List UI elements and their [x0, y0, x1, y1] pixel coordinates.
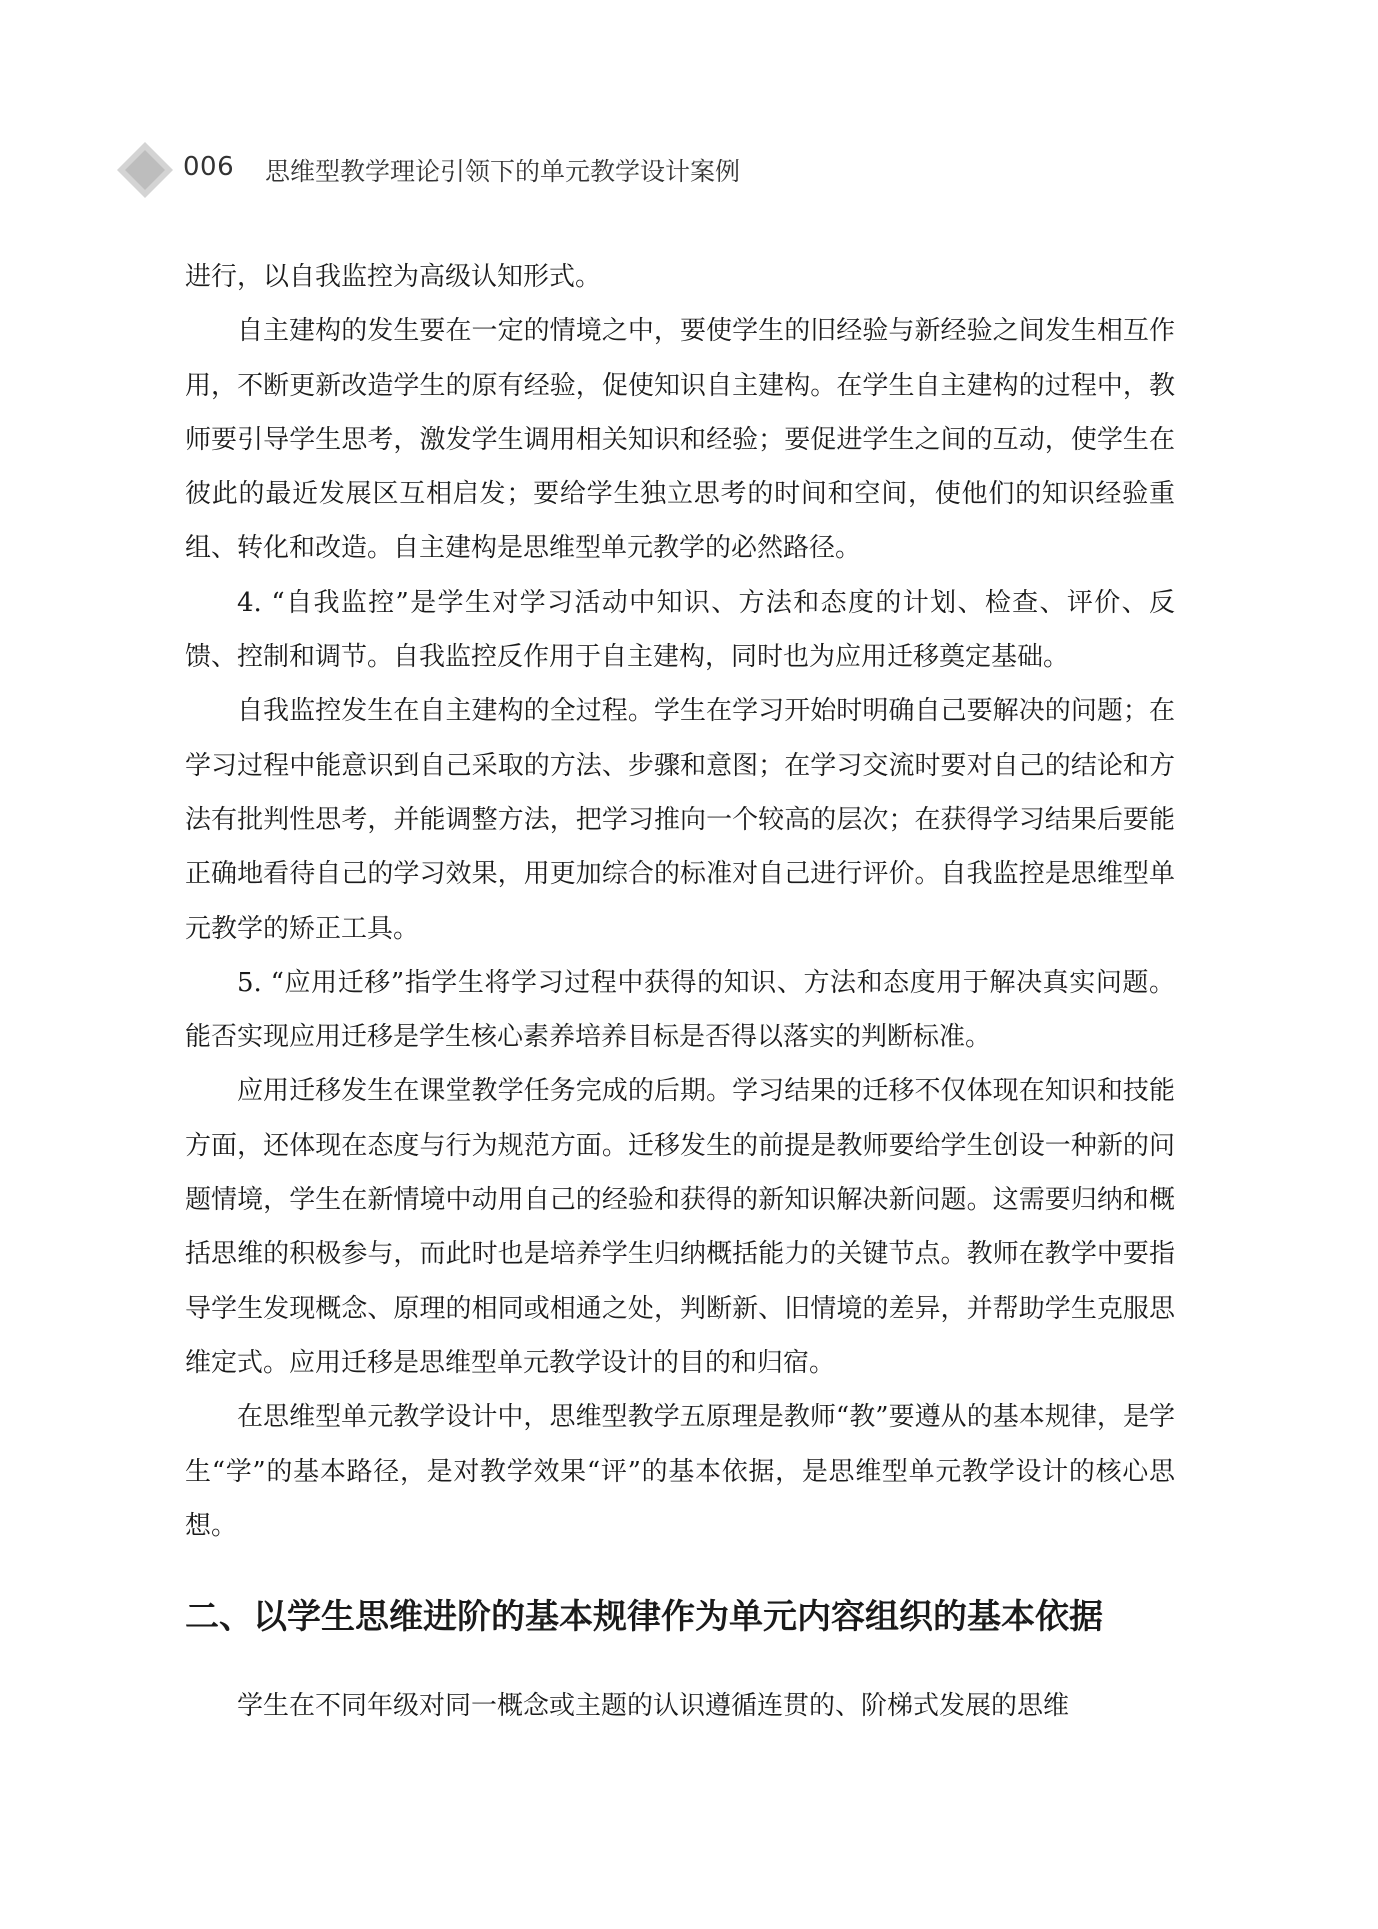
paragraph: 4. “自我监控”是学生对学习活动中知识、方法和态度的计划、检查、评价、反馈、控制和调节。自我监控反作用于自主建构，同时也为应用迁移奠定基础。 [185, 587, 1175, 673]
paragraph: 应用迁移发生在课堂教学任务完成的后期。学习结果的迁移不仅体现在知识和技能方面，还体现在态度与行为规范方面。迁移发生的前提是教师要给学生创设一种新的问题情境，学生在新情境中动用自己的经验和获得的新知识解决新问题。这需要归纳和概括思维的积极参与，而此时也是培养学生归纳概括能力的关键节点。教师在教学中要指导学生发现概念、原理的相同或相通之处，判断新、旧情境的差异，并帮助学生克服思维定式。应用迁移是思维型单元教学设计的目的和归宿。 [185, 1076, 1175, 1378]
paragraph: 自我监控发生在自主建构的全过程。学生在学习开始时明确自己要解决的问题；在学习过程中能意识到自己采取的方法、步骤和意图；在学习交流时要对自己的结论和方法有批判性思考，并能调整方法，把学习推向一个较高的层次；在获得学习结果后要能正确地看待自己的学习效果，用更加综合的标准对自己进行评价。自我监控是思维型单元教学的矫正工具。 [185, 696, 1175, 944]
page-number: 006 [183, 152, 235, 182]
diamond-ornament-icon [115, 140, 175, 200]
paragraph-continued: 进行，以自我监控为高级认知形式。 [185, 262, 602, 292]
section-heading: 二、以学生思维进阶的基本规律作为单元内容组织的基本依据 [185, 1597, 1103, 1638]
paragraph: 在思维型单元教学设计中，思维型教学五原理是教师“教”要遵从的基本规律，是学生“学”的基本路径，是对教学效果“评”的基本依据，是思维型单元教学设计的核心思想。 [185, 1402, 1175, 1541]
paragraph: 学生在不同年级对同一概念或主题的认识遵循连贯的、阶梯式发展的思维 [237, 1691, 1070, 1722]
running-title: 思维型教学理论引领下的单元教学设计案例 [265, 157, 741, 186]
page-body [185, 250, 1175, 1733]
page-header [115, 140, 1215, 200]
paragraph: 5. “应用迁移”指学生将学习过程中获得的知识、方法和态度用于解决真实问题。能否实现应用迁移是学生核心素养培养目标是否得以落实的判断标准。 [185, 967, 1175, 1053]
paragraph: 自主建构的发生要在一定的情境之中，要使学生的旧经验与新经验之间发生相互作用，不断更新改造学生的原有经验，促使知识自主建构。在学生自主建构的过程中，教师要引导学生思考，激发学生调用相关知识和经验；要促进学生之间的互动，使学生在彼此的最近发展区互相启发；要给学生独立思考的时间和空间，使他们的知识经验重组、转化和改造。自主建构是思维型单元教学的必然路径。 [185, 316, 1175, 564]
